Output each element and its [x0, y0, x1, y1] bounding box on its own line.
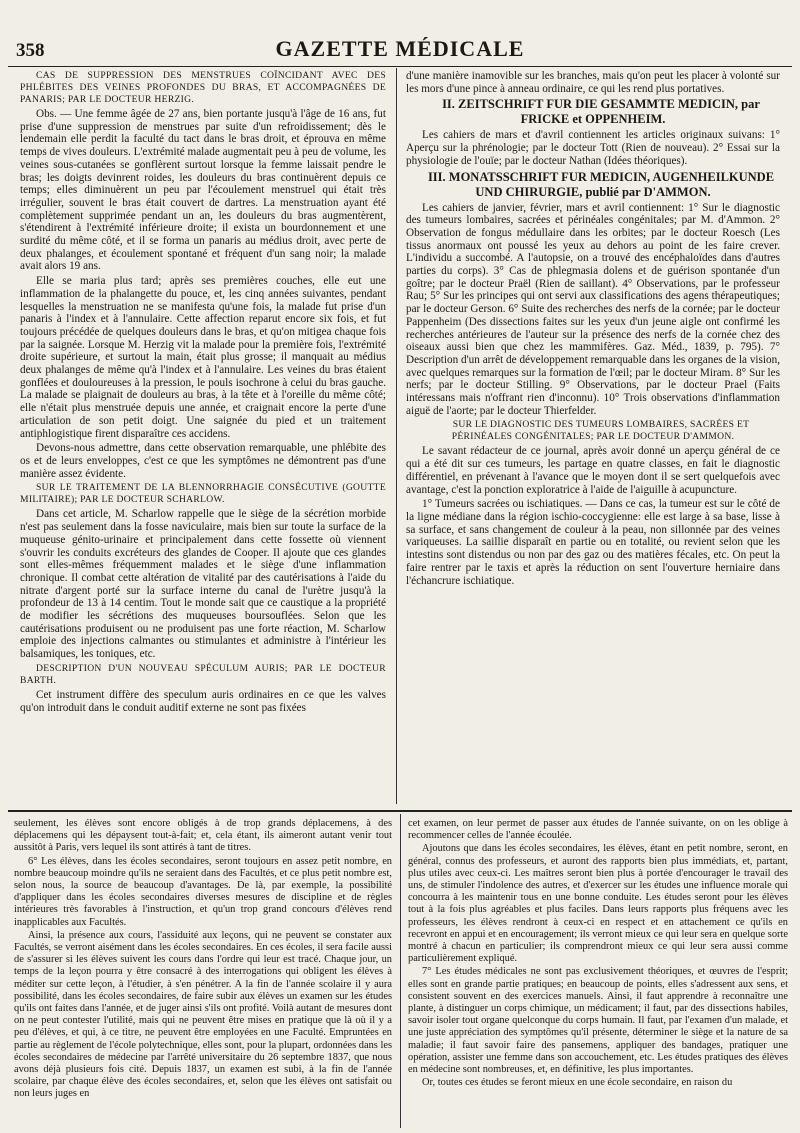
column-divider-bottom: [400, 814, 401, 1128]
left-column: [20, 70, 386, 804]
paragraph: d'une manière inamovible sur les branches, mais qu'on peut les placer à volonté sur les mors d'une pince à anneau ordinaire, ce qui les rend plus portatives.: [406, 70, 780, 95]
paragraph: Les cahiers de janvier, février, mars et avril contiennent: 1° Sur le diagnostic des tumeurs lombaires, sacrées et périnéales congénitales; par M. d'Ammon. 2° Observation de fongus médullaire dans les orbites; par le docteur Roesch (Les tissus anormaux ont poussé les yeux au dehors au point de les faire crever. L'individu a succombé. A l'autopsie, on a trouvé des encéphaloïdes dans d'autres parties du corps). 3° Cas de phlegmasia dolens et de guérison spontanée d'un goître; par le docteur Praël (Rien de saillant). 4° Observations, par le professeur Rau; 5° Sur les principes qui ont servi aux classifications des agens thérapeutiques; par le docteur Gerson. 6° Suite des recherches des nerfs de la cornée; par le docteur Pappenheim (Des dissections faites sur les yeux d'un jeune aigle ont confirmé les recherches antérieures de l'auteur sur la présence des nerfs de la cornée chez des oiseaux aussi bien que chez les mammifères. Gaz. Méd., 1839, p. 795). 7° Description d'un arrêt de développement remarquable dans les organes de la vision, avec quelques remarques sur la formation de l'œil; par le docteur Miram. 8° Sur les nerfs; par le docteur Stilling. 9° Observations, par le docteur Prael (Faits intéressans mais n'offrant rien d'inconnu). 10° Trois observations d'inflammation aiguë de l'aorte; par le docteur Thierfelder.: [406, 201, 780, 417]
paragraph: Ainsi, la présence aux cours, l'assiduité aux leçons, qui ne peuvent se constater aux Facultés, se verront aisément dans les écoles secondaires. En ces écoles, il sera facile aussi de s'assurer si les élèves suivent les cours dans l'ordre qui leur est tracé. Chaque jour, un temps de la leçon pourra y être consacré à des interrogations qui obligent les élèves à méditer sur cette leçon, à l'étudier, à s'en pénétrer. A la fin de l'année scolaire il y aura possibilité, dans les écoles secondaires, de faire subir aux élèves un examen sur les études qu'ils ont faites dans l'année, et de juger ainsi s'ils ont profité. Voilà autant de mesures dont on ne peut contester l'utilité, mais qui ne peuvent être mises en pratique que là où il y a peu d'élèves, et qui, à ce titre, ne peuvent être employées en une Faculté. Empruntées en partie au règlement de l'école polytechnique, elles sont, pour la plupart, ordonnées dans les écoles secondaires de médecine par l'arrêté universitaire du 26 septembre 1837, que nous avons déjà plusieurs fois cité. Depuis 1837, un examen est subi, à la fin de l'année scolaire, par chaque élève des écoles secondaires, et, selon que les élèves ont satisfait ou non leurs juges en: [14, 929, 392, 1100]
heading-zeitschrift: II. ZEITSCHRIFT FUR DIE GESAMMTE MEDICIN, par FRICKE et OPPENHEIM.: [442, 97, 760, 127]
paragraph: 7° Les études médicales ne sont pas exclusivement théoriques, et œuvres de l'esprit; elles sont en grande partie pratiques; en beaucoup de points, elles s'adressent aux sens, et consistent souvent en des exercices manuels. Ainsi, il faut apprendre à reconnaître une plante, à distinguer un corps chimique, un médicament; il faut, par des dissections habiles, savoir isoler tout organe quelconque du corps humain. Il faut, par l'examen d'un malade, et une juste appréciation des symptômes qu'il présente, déterminer le siège et la nature de sa maladie; il faut savoir faire des pansemens, appliquer des bandages, pratiquer une opération, assister une femme dans son accouchement, etc. Les études pratiques des élèves en médecine sont nombreuses, et, en définitive, les plus importantes.: [408, 966, 788, 1076]
page-number: 358: [16, 40, 45, 61]
right-column: [406, 70, 780, 804]
heading-monatsschrift: III. MONATSSCHRIFT FUR MEDICIN, AUGENHEILKUNDE UND CHIRURGIE, publié par D'AMMON.: [427, 169, 775, 199]
header-rule: [8, 66, 792, 67]
bottom-left-column: [14, 818, 392, 1130]
paragraph: Obs. — Une femme âgée de 27 ans, bien portante jusqu'à l'âge de 16 ans, fut prise d'une suppression de menstrues par suite d'un refroidissement; dès le lendemain elle perdit la faculté du tact dans le bras droit, et éprouva en même temps de vives douleurs. L'extrémité malade augmentait peu à peu de volume, les veines sous-cutanées se gonflèrent surtout lorsque la femme laissait pendre le bras; les doigts devinrent roides, les douleurs du bras continuèrent depuis ce temps; elles diminuèrent un peu par l'écoulement menstruel qui était très irrégulier, souvent le bras était couvert de dartres. La menstruation ayant été complètement supprimée pendant un an, les douleurs du bras augmentèrent, s'étendirent à l'extrémité inférieure droite; il exista un bourdonnement et une surdité du même côté, et il se forma un panaris au médius droit, avec perte de deux phalanges, et écoulement spontané et fréquent d'un sang noir; la malade avait alors 19 ans.: [20, 108, 386, 273]
paragraph: 6° Les élèves, dans les écoles secondaires, seront toujours en assez petit nombre, en nombre beaucoup moindre qu'ils ne seraient dans des Facultés, et ce plus petit nombre est, selon nous, la source de beaucoup d'avantages. De là, par exemple, la possibilité d'appliquer dans les écoles secondaires diverses mesures de discipline et de règles intérieures très favorables à l'instruction, et qu'un trop grand concours d'élèves rend inapplicables aux Facultés.: [14, 855, 392, 928]
paragraph: Le savant rédacteur de ce journal, après avoir donné un aperçu général de ce qui a été dit sur ces tumeurs, les partage en quatre classes, en fait le diagnostic différentiel, en prévenant à l'avance que le moyen dont il se sert quelquefois avec avantage, c'est la ponction exploratrice à l'aide de l'aiguille à acupuncture.: [406, 445, 780, 496]
journal-title: GAZETTE MÉDICALE: [275, 36, 525, 61]
paragraph: 1° Tumeurs sacrées ou ischiatiques. — Dans ce cas, la tumeur est sur le côté de la ligne médiane dans la région ischio-coccygienne: elle est large à sa base, lisse à sa surface, et sans changement de couleur à la peau, non sillonnée par des veines variqueuses. La saillie disparaît en partie ou en totalité, ou revient selon que les intestins sont distendus ou non par des gaz ou des matières fécales, etc. On peut la faire rentrer par le taxis et après la réduction on sent l'ouverture herniaire dans l'échancrure ischiatique.: [406, 498, 780, 587]
paragraph: Or, toutes ces études se feront mieux en une école secondaire, en raison du: [422, 1077, 733, 1089]
paragraph: seulement, les élèves sont encore obligés à de trop grands déplacemens, à des déplacemens qui les dépaysent tout-à-fait; et, cela étant, ils aimeront autant venir tout aussitôt à Paris, vers lequel ils sont attirés à tant de titres.: [14, 818, 392, 854]
bottom-right-column: [408, 818, 788, 1130]
section-title-herzig: CAS DE SUPPRESSION DES MENSTRUES COÏNCIDANT AVEC DES PHLÉBITES DES VEINES PROFONDES DU BRAS, ET ACCOMPAGNÉES DE PANARIS; PAR LE DOCTEUR HERZIG.: [20, 70, 386, 105]
paragraph: Les cahiers de mars et d'avril contiennent les articles originaux suivans: 1° Aperçu sur la phrénologie; par le docteur Tott (Rien de nouveau). 2° Essai sur la physiologie de l'ouïe; par le docteur Nathan (Idées théoriques).: [406, 129, 780, 167]
page-header: [8, 34, 792, 64]
paragraph: Dans cet article, M. Scharlow rappelle que le siège de la sécrétion morbide n'est pas seulement dans la fosse naviculaire, mais bien sur toute la surface de la muqueuse génito-urinaire et principalement dans cette fossette où viennent s'ouvrir les conduits excréteurs des glandes de Cooper. Il ajoute que ces glandes sont elles-mêmes fréquemment malades et le siège d'une inflammation chronique. Il combat cette altération de vitalité par des cautérisations à l'aide du nitrate d'argent porté sur la surface interne du canal de l'urètre jusqu'à la profondeur de 13 à 14 centim. Tout le monde sait que ce caustique a la propriété de modifier les sécrétions des muqueuses boursouflées. Selon que les cautérisations produisent ou ne produisent pas une forte réaction, M. Scharlow emploie des injections calmantes ou stimulantes et administre à l'intérieur les balsamiques, les toniques, etc.: [20, 508, 386, 661]
feuilleton-rule: [8, 810, 792, 812]
section-title-ammon: SUR LE DIAGNOSTIC DES TUMEURS LOMBAIRES, SACRÉES ET PÉRINÉALES CONGÉNITALES; PAR LE DOCTEUR D'AMMON.: [451, 419, 750, 443]
section-title-scharlow: SUR LE TRAITEMENT DE LA BLENNORRHAGIE CONSÉCUTIVE (GOUTTE MILITAIRE); PAR LE DOCTEUR SCHARLOW.: [20, 482, 386, 506]
paragraph: cet examen, on leur permet de passer aux études de l'année suivante, on on les oblige à recommencer celles de l'année écoulée.: [408, 818, 788, 842]
column-divider-top: [396, 68, 397, 804]
paragraph: Devons-nous admettre, dans cette observation remarquable, une phlébite des os et de leurs enveloppes, c'est ce que les symptômes ne démontrent pas d'une manière assez évidente.: [20, 442, 386, 480]
section-title-barth: DESCRIPTION D'UN NOUVEAU SPÉCULUM AURIS; PAR LE DOCTEUR BARTH.: [20, 662, 386, 686]
paragraph: Cet instrument diffère des speculum auris ordinaires en ce que les valves qu'on introduit dans le conduit auditif externe ne sont pas fixées: [20, 688, 386, 714]
paragraph: Elle se maria plus tard; après ses premières couches, elle eut une inflammation de la phalangette du pouce, et, les cinq années suivantes, pendant lesquelles la menstruation ne se manifesta qu'une fois, la malade fut prise d'un panaris à l'index et à l'annulaire. Cette affection reparut encore six fois, et fut toujours précédée de quelques douleurs dans le bras, et qu'on mitigea chaque fois par la saignée. Lorsque M. Herzig vit la malade pour la première fois, l'extrémité droite supérieure, et surtout la main, était plus grosse; il manquait au médius deux phalanges de même qu'à l'index et à l'annulaire. Les veines du bras étaient gonflées et douloureuses à la pression, le pouls isochrone à celui du bras gauche. La malade se plaignait de douleurs au bras, à la tête et à l'oreille du même côté; elle n'était plus menstruée depuis une année, et craignait encore la perte d'une articulation de son petit doigt. Une saignée du pied et un traitement antiphlogistique firent disparaître ces accidens.: [20, 275, 386, 440]
paragraph: Ajoutons que dans les écoles secondaires, les élèves, étant en petit nombre, seront, en général, connus des professeurs, et auront des rapports bien plus immédiats, et, partant, plus utiles avec ceux-ci. Les maîtres seront bien plus à portée d'encourager le travail des uns, de stimuler l'indolence des autres, et d'exercer sur les études une influence morale qui concourra à les maintenir tous en une bonne conduite. Les études seront pour les élèves tout à la fois plus agréables et plus faciles. Dans leurs rapports plus fréquens avec les professeurs, les élèves rendront à ceux-ci en respect et en attachement ce qu'ils en recevront en appui et en encouragement; ils verront mieux ce qui leur sera en quelque sorte montré à chacun en particulier; ils comprendront mieux ce qui leur sera aussi comme particulièrement expliqué.: [408, 843, 788, 965]
